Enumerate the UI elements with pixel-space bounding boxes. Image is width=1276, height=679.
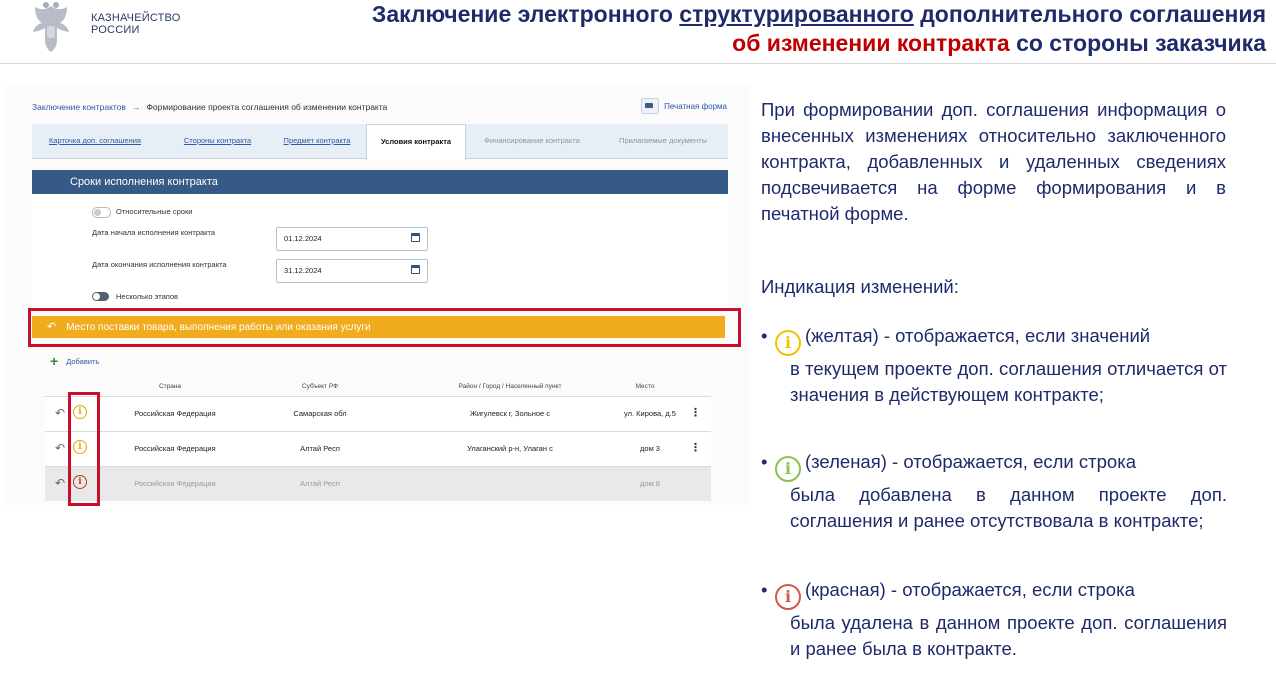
info-yellow-icon: i bbox=[775, 330, 801, 356]
bullet-yellow bbox=[761, 323, 1227, 408]
print-form-button[interactable] bbox=[641, 98, 727, 114]
app-screenshot bbox=[5, 85, 749, 505]
end-date-value: 31.12.2024 bbox=[284, 266, 322, 275]
indication-title: Индикация изменений: bbox=[761, 276, 959, 297]
slide-title bbox=[372, 0, 1266, 58]
cell-city bbox=[435, 467, 585, 501]
bullet-red-first: (красная) - отображается, если строка bbox=[805, 579, 1135, 600]
info-red-icon: i bbox=[73, 475, 87, 489]
start-date-value: 01.12.2024 bbox=[284, 234, 322, 243]
start-date-label: Дата начала исполнения контракта bbox=[92, 228, 216, 237]
section-header-terms bbox=[32, 170, 728, 194]
tab-contract-subject[interactable]: Предмет контракта bbox=[283, 136, 351, 145]
add-button-label: Добавить bbox=[66, 356, 100, 366]
undo-icon[interactable]: ↶ bbox=[55, 476, 66, 490]
emblem-logo-icon bbox=[26, 0, 76, 54]
calendar-icon[interactable] bbox=[411, 265, 420, 274]
title-red: об изменении контракта bbox=[732, 30, 1010, 56]
title-part-1: Заключение электронного bbox=[371, 1, 680, 27]
bullet-green bbox=[761, 449, 1227, 534]
description-text bbox=[761, 97, 1226, 227]
printer-icon bbox=[641, 98, 659, 114]
title-part-3: со стороны заказчика bbox=[1009, 30, 1266, 56]
bullet-red-rest: была удалена в данном проекте доп. соглашения и ранее была в контракте. bbox=[790, 612, 1227, 659]
cell-country: Российская Федерация bbox=[134, 479, 216, 488]
more-vertical-icon[interactable]: ⋮ bbox=[690, 407, 701, 419]
tab-bar bbox=[32, 124, 728, 159]
highlight-frame-indicators bbox=[68, 392, 100, 506]
col-header-city: Район / Город / Населенный пункт bbox=[458, 383, 562, 390]
terms-panel bbox=[32, 194, 728, 309]
undo-icon[interactable]: ↶ bbox=[55, 441, 66, 455]
title-part-2: дополнительного соглашения bbox=[913, 1, 1266, 27]
col-header-place: Место bbox=[635, 383, 655, 390]
arrow-right-icon: → bbox=[131, 102, 141, 112]
tab-contract-terms[interactable]: Условия контракта bbox=[366, 124, 466, 160]
col-header-country: Страна bbox=[158, 383, 182, 390]
highlight-frame-section bbox=[28, 308, 741, 347]
breadcrumb-current: Формирование проекта соглашения об изменении контракта bbox=[146, 102, 388, 112]
tab-contract-parties[interactable]: Стороны контракта bbox=[183, 136, 252, 145]
breadcrumb bbox=[32, 102, 387, 112]
calendar-icon[interactable] bbox=[411, 233, 420, 242]
cell-place: дом 3 bbox=[640, 444, 660, 453]
tab-financing[interactable]: Финансирование контракта bbox=[484, 136, 580, 145]
bullet-green-rest: была добавлена в данном проекте доп. соглашения и ранее отсутствовала в контракте; bbox=[790, 484, 1227, 531]
end-date-field[interactable] bbox=[276, 259, 428, 283]
table-row bbox=[45, 396, 711, 431]
cell-place: дом.8 bbox=[640, 479, 660, 488]
info-yellow-icon: i bbox=[73, 440, 87, 454]
add-button[interactable] bbox=[50, 353, 99, 369]
table-row bbox=[45, 431, 711, 466]
cell-region: Самарская обл bbox=[293, 409, 347, 418]
bullet-dot: • bbox=[761, 325, 768, 346]
tab-agreement-card[interactable]: Карточка доп. соглашения bbox=[49, 136, 141, 145]
undo-icon: ↶ bbox=[47, 321, 57, 333]
cell-city: Жигулевск г, Зольное с bbox=[469, 409, 551, 418]
bullet-red bbox=[761, 577, 1227, 662]
start-date-field[interactable] bbox=[276, 227, 428, 251]
table-row bbox=[45, 466, 711, 501]
title-underlined: структурированного bbox=[679, 1, 914, 27]
col-header-region: Субъект РФ bbox=[301, 383, 339, 390]
tab-attached-docs[interactable]: Прилагаемые документы bbox=[619, 136, 707, 145]
intro-paragraph: При формировании доп. соглашения информация о внесенных изменениях относительно заключенного контракта, добавленных и удаленных сведениях подсвечивается на форме формирования и в печатной форме. bbox=[761, 99, 1226, 224]
undo-icon[interactable]: ↶ bbox=[55, 406, 66, 420]
cell-region: Алтай Респ bbox=[300, 479, 340, 488]
relative-terms-toggle[interactable] bbox=[92, 207, 111, 218]
info-yellow-icon: i bbox=[73, 405, 87, 419]
cell-place: ул. Кирова, д.5 bbox=[624, 409, 676, 418]
end-date-label: Дата окончания исполнения контракта bbox=[92, 260, 227, 269]
bullet-green-first: (зеленая) - отображается, если строка bbox=[805, 451, 1136, 472]
info-green-icon: i bbox=[775, 456, 801, 482]
bullet-yellow-first: (желтая) - отображается, если значений bbox=[805, 325, 1151, 346]
bullet-yellow-rest: в текущем проекте доп. соглашения отличается от значения в действующем контракте; bbox=[790, 358, 1227, 405]
breadcrumb-link[interactable]: Заключение контрактов bbox=[32, 102, 126, 112]
plus-icon: + bbox=[50, 353, 59, 369]
org-line-1: КАЗНАЧЕЙСТВО bbox=[91, 12, 181, 24]
several-stages-toggle[interactable] bbox=[92, 292, 109, 301]
more-vertical-icon[interactable]: ⋮ bbox=[690, 442, 701, 454]
place-section-title: Место поставки товара, выполнения работы или оказания услуги bbox=[66, 322, 371, 333]
cell-city: Улаганский р-н, Улаган с bbox=[467, 444, 553, 453]
header-divider bbox=[0, 63, 1276, 64]
bullet-dot: • bbox=[761, 579, 768, 600]
relative-terms-label: Относительные сроки bbox=[116, 207, 193, 216]
section-title: Сроки исполнения контракта bbox=[70, 176, 218, 188]
org-line-2: РОССИИ bbox=[91, 24, 140, 36]
org-name bbox=[91, 12, 181, 36]
print-form-label: Печатная форма bbox=[664, 101, 727, 111]
bullet-dot: • bbox=[761, 451, 768, 472]
cell-country: Российская Федерация bbox=[134, 409, 216, 418]
cell-region: Алтай Респ bbox=[300, 444, 340, 453]
several-stages-label: Несколько этапов bbox=[116, 292, 179, 301]
cell-country: Российская Федерация bbox=[134, 444, 216, 453]
info-red-icon: i bbox=[775, 584, 801, 610]
